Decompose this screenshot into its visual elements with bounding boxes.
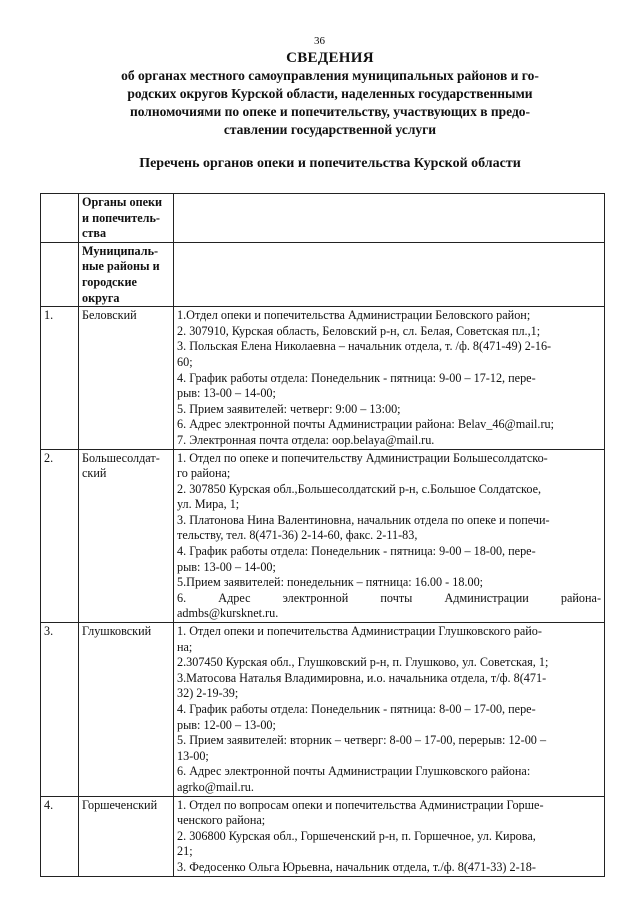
detail-line: рыв: 13-00 – 14-00; (177, 386, 276, 401)
title-subtitle (50, 67, 610, 139)
header-line: ные районы и (82, 259, 160, 274)
detail-line: 3. Платонова Нина Валентиновна, начальник отдела по опеке и попечи- (177, 512, 550, 527)
detail-line: 5.Прием заявителей: понедельник – пятница: 16.00 - 18.00; (177, 575, 484, 590)
detail-line: 32) 2-19-39; (177, 686, 239, 701)
office-details (174, 449, 605, 623)
header-num-cell (41, 242, 79, 306)
office-details (174, 623, 605, 797)
header-row-bodies (41, 194, 605, 243)
district-line: ский (82, 466, 107, 481)
header-num-cell (41, 194, 79, 243)
table-row (41, 623, 605, 797)
detail-line: 21; (177, 844, 193, 859)
district-line: Глушковский (82, 624, 152, 639)
detail-line: 2. 307850 Курская обл.,Большесолдатский р-н, с.Большое Солдатское, (177, 481, 542, 496)
header-bodies-cell (79, 194, 174, 243)
detail-line: 4. График работы отдела: Понедельник - пятница: 9-00 – 18-00, пере- (177, 544, 536, 559)
detail-line: 60; (177, 354, 193, 369)
header-details-cell (174, 194, 605, 243)
row-number: 1. (41, 307, 79, 449)
detail-line: admbs@kursknet.ru. (177, 606, 279, 621)
title-sub-line: полномочиями по опеке и попечительству, участвующих в предо- (129, 104, 531, 119)
detail-line: 4. График работы отдела: Понедельник - пятница: 8-00 – 17-00, пере- (177, 702, 536, 716)
detail-line: 1. Отдел по вопросам опеки и попечительства Администрации Горше- (177, 797, 544, 812)
detail-line: рыв: 12-00 – 13-00; (177, 717, 276, 732)
district-name (79, 307, 174, 449)
detail-line: 3. Польская Елена Николаевна – начальник отдела, т. /ф. 8(471-49) 2-16- (177, 339, 552, 354)
detail-line: 4. График работы отдела: Понедельник - пятница: 9-00 – 17-12, пере- (177, 370, 536, 385)
header-row-districts (41, 242, 605, 306)
header-line: ства (82, 226, 107, 241)
detail-line: ул. Мира, 1; (177, 497, 240, 512)
office-details (174, 307, 605, 449)
detail-line: 2.307450 Курская обл., Глушковский р-н, п. Глушково, ул. Советская, 1; (177, 655, 549, 670)
table-row (41, 307, 605, 449)
detail-line: 6. Адрес электронной почты Администрации района: Belav_46@mail.ru; (177, 417, 555, 432)
detail-line: 3.Матосова Наталья Владимировна, и.о. начальника отдела, т/ф. 8(471- (177, 670, 547, 685)
detail-line: рыв: 13-00 – 14-00; (177, 559, 276, 574)
district-line: Большесолдат- (82, 450, 160, 465)
title-sub-line: ставлении государственной услуги (223, 122, 437, 137)
row-number: 3. (41, 623, 79, 797)
detail-line: 13-00; (177, 748, 209, 763)
detail-line: тельству, тел. 8(471-36) 2-14-60, факс. 2-11-83, (177, 528, 418, 543)
detail-line: 2. 306800 Курская обл., Горшеченский р-н, п. Горшечное, ул. Кирова, (177, 828, 536, 843)
detail-line: 3. Федосенко Ольга Юрьевна, начальник отдела, т./ф. 8(471-33) 2-18- (177, 859, 536, 874)
header-line: и попечитель- (82, 210, 160, 225)
header-line: округа (82, 290, 120, 305)
office-details (174, 796, 605, 876)
header-line: городские (82, 274, 137, 289)
title-sub-line: родских округов Курской области, наделенных государственными (127, 86, 533, 101)
detail-line: 5. Прием заявителей: вторник – четверг: 8-00 – 17-00, перерыв: 12-00 – (177, 733, 547, 748)
section-title: Перечень органов опеки и попечительства Курской области (139, 156, 521, 171)
table-row (41, 449, 605, 623)
header-districts-cell (79, 242, 174, 306)
detail-line: ченского района; (177, 813, 266, 828)
detail-line: agrko@mail.ru. (177, 779, 254, 794)
district-line: Беловский (82, 308, 137, 323)
detail-line: 1.Отдел опеки и попечительства Администрации Беловского район; (177, 308, 531, 323)
detail-line: 5. Прием заявителей: четверг: 9:00 – 13:00; (177, 401, 401, 416)
title-sub-line: об органах местного самоуправления муниципальных районов и го- (121, 68, 539, 83)
guardianship-table (40, 193, 605, 877)
detail-line: 6. Адрес электронной почты Администрации района- (177, 590, 601, 605)
detail-line: 2. 307910, Курская область, Беловский р-н, сл. Белая, Советская пл.,1; (177, 323, 541, 338)
row-number: 2. (41, 449, 79, 623)
detail-line: на; (177, 639, 193, 654)
row-number: 4. (41, 796, 79, 876)
page-number: 36 (314, 35, 325, 47)
detail-line: 1. Отдел опеки и попечительства Администрации Глушковского райо- (177, 624, 542, 639)
header-line: Органы опеки (82, 195, 163, 209)
header-line: Муниципаль- (82, 243, 159, 258)
detail-line: 6. Адрес электронной почты Администрации Глушковского района: (177, 764, 531, 779)
table-row (41, 796, 605, 876)
detail-line: 1. Отдел по опеке и попечительству Администрации Большесолдатско- (177, 450, 548, 465)
detail-line: 7. Электронная почта отдела: oop.belaya@mail.ru. (177, 432, 435, 447)
district-line: Горшеченский (82, 797, 158, 812)
detail-line: го района; (177, 466, 231, 481)
district-name (79, 796, 174, 876)
district-name (79, 449, 174, 623)
header-details-cell (174, 242, 605, 306)
document-title (50, 49, 610, 139)
district-name (79, 623, 174, 797)
title-main: СВЕДЕНИЯ (286, 50, 374, 66)
